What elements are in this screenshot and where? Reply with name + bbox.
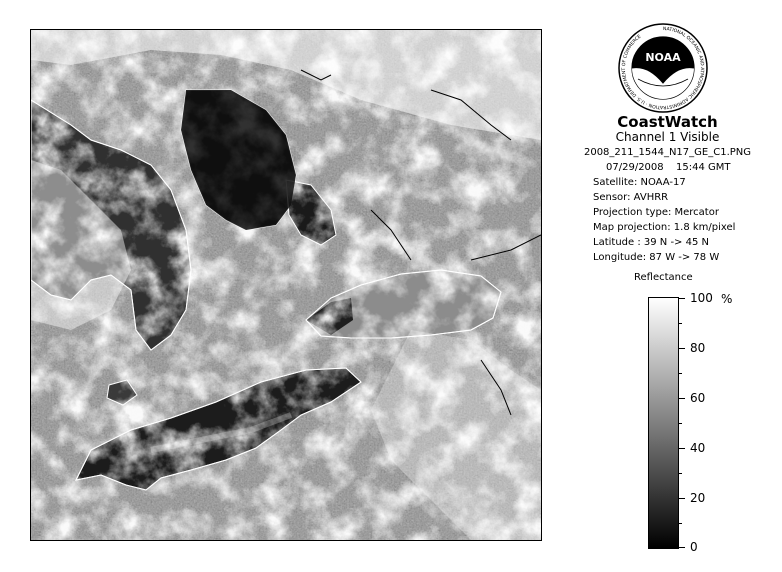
scale-label-80: 80 xyxy=(690,341,706,355)
logo-ring-text: NATIONAL OCEANIC AND ATMOSPHERIC ADMINISTRATION · U.S. DEPARTMENT OF COMMERCE xyxy=(621,26,704,110)
scale-tick-minor xyxy=(679,423,682,424)
satellite-image-map xyxy=(30,29,542,541)
scale-tick-0 xyxy=(679,547,685,548)
scale-unit: % xyxy=(721,292,733,306)
scale-label-100: 100 xyxy=(690,291,713,305)
satellite-image-svg xyxy=(31,30,541,540)
scale-tick-60 xyxy=(679,398,685,399)
logo-text: NOAA xyxy=(645,51,681,64)
scale-tick-minor xyxy=(679,373,682,374)
satellite-info: Satellite: NOAA-17 xyxy=(593,177,686,188)
noaa-logo xyxy=(618,23,708,113)
scale-tick-minor xyxy=(679,523,682,524)
scale-tick-40 xyxy=(679,448,685,449)
scale-label-40: 40 xyxy=(690,441,706,455)
reflectance-colorbar xyxy=(648,297,679,549)
scale-tick-minor xyxy=(679,323,682,324)
scale-label-60: 60 xyxy=(690,391,706,405)
product-title: CoastWatch xyxy=(617,113,718,131)
scale-tick-20 xyxy=(679,498,685,499)
longitude-info: Longitude: 87 W -> 78 W xyxy=(593,252,720,263)
sensor-info: Sensor: AVHRR xyxy=(593,192,669,203)
scale-label-0: 0 xyxy=(690,540,698,554)
latitude-info: Latitude : 39 N -> 45 N xyxy=(593,237,709,248)
projection-type-info: Projection type: Mercator xyxy=(593,207,719,218)
image-filename: 2008_211_1544_N17_GE_C1.PNG xyxy=(583,147,752,158)
channel-subtitle: Channel 1 Visible xyxy=(615,130,720,144)
scale-title: Reflectance xyxy=(634,272,693,283)
image-date: 07/29/2008 xyxy=(606,162,664,173)
scale-tick-100 xyxy=(679,298,685,299)
image-time: 15:44 GMT xyxy=(676,162,731,173)
map-projection-info: Map projection: 1.8 km/pixel xyxy=(593,222,736,233)
scale-label-20: 20 xyxy=(690,491,706,505)
scale-tick-minor xyxy=(679,473,682,474)
scale-tick-80 xyxy=(679,348,685,349)
